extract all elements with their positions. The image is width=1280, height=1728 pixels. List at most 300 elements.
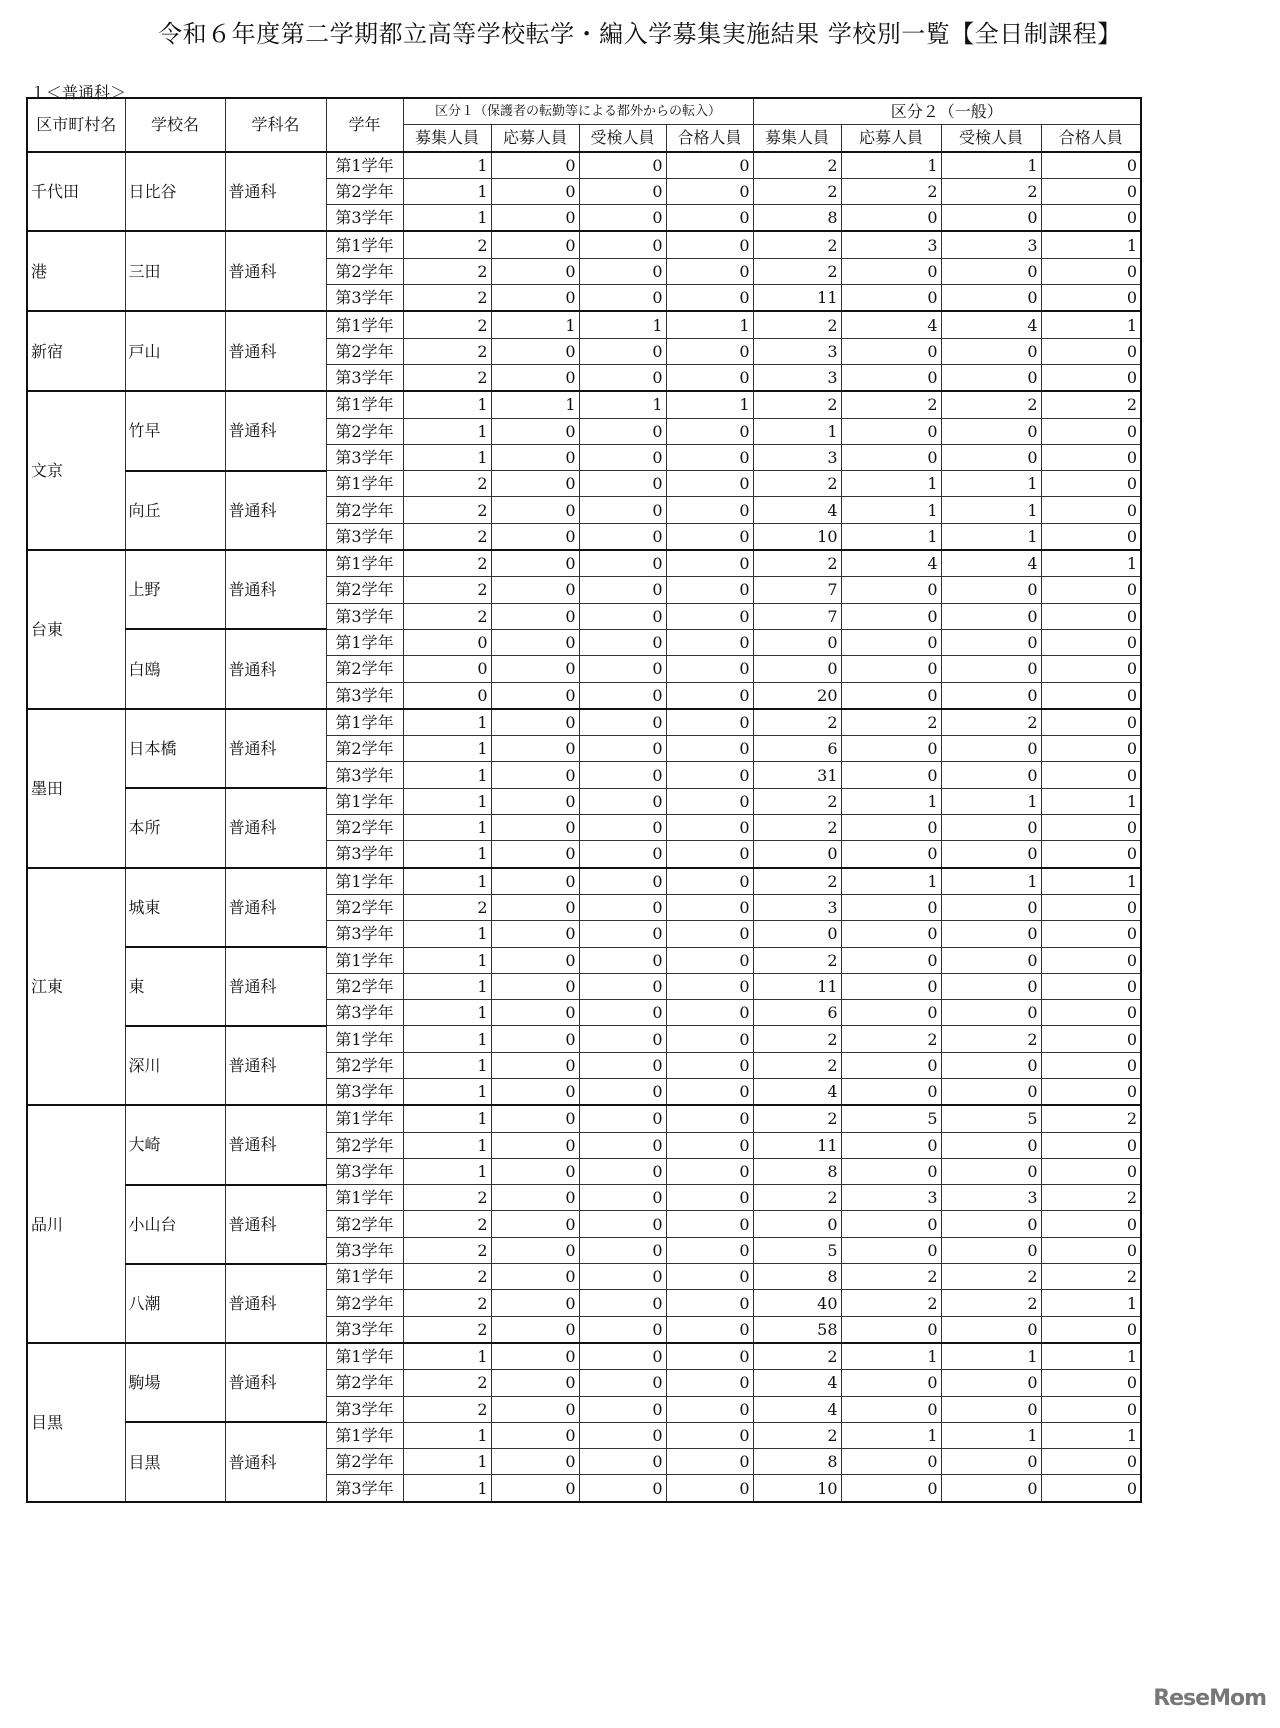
cell-c1-passed: 0 [666, 1026, 753, 1052]
table-row [27, 152, 1141, 179]
cell-c2-examined: 0 [941, 205, 1041, 232]
cell-c2-examined: 0 [941, 1370, 1041, 1396]
cell-c2-passed: 0 [1041, 1026, 1141, 1052]
cell-c2-passed: 1 [1041, 311, 1141, 338]
cell-c2-recruit: 4 [753, 1370, 841, 1396]
year-label: 第2学年 [326, 1132, 403, 1158]
cell-c1-applied: 0 [491, 629, 579, 655]
cell-c2-applied: 0 [841, 629, 941, 655]
ward-name: 新宿 [27, 311, 125, 391]
cell-c2-examined: 0 [941, 1158, 1041, 1184]
cell-c2-applied: 0 [841, 285, 941, 312]
cell-c2-applied: 0 [841, 1211, 941, 1237]
cell-c1-recruit: 2 [403, 550, 491, 577]
cell-c1-passed: 0 [666, 947, 753, 973]
cell-c1-applied: 0 [491, 1237, 579, 1263]
cell-c2-examined: 1 [941, 471, 1041, 497]
department-name: 普通科 [225, 471, 326, 550]
cell-c1-applied: 0 [491, 1422, 579, 1448]
cell-c1-recruit: 1 [403, 788, 491, 814]
cell-c2-passed: 0 [1041, 736, 1141, 762]
cell-c2-recruit: 3 [753, 894, 841, 920]
cell-c1-passed: 0 [666, 1396, 753, 1422]
cell-c2-examined: 2 [941, 1264, 1041, 1290]
ward-name: 港 [27, 231, 125, 311]
cell-c2-applied: 0 [841, 894, 941, 920]
cell-c2-recruit: 2 [753, 152, 841, 179]
cell-c2-examined: 0 [941, 258, 1041, 284]
cell-c2-applied: 0 [841, 418, 941, 444]
header-c2-examined: 受検人員 [941, 125, 1041, 152]
cell-c1-applied: 0 [491, 1211, 579, 1237]
cell-c1-recruit: 0 [403, 656, 491, 682]
cell-c1-applied: 0 [491, 1158, 579, 1184]
cell-c1-applied: 0 [491, 577, 579, 603]
cell-c1-applied: 0 [491, 947, 579, 973]
cell-c1-examined: 0 [579, 338, 666, 364]
cell-c2-applied: 0 [841, 921, 941, 947]
cell-c1-applied: 0 [491, 709, 579, 736]
cell-c2-examined: 0 [941, 815, 1041, 841]
cell-c2-passed: 0 [1041, 338, 1141, 364]
cell-c2-applied: 2 [841, 178, 941, 204]
school-name: 向丘 [125, 471, 225, 550]
year-label: 第2学年 [326, 1290, 403, 1316]
cell-c1-applied: 0 [491, 1316, 579, 1343]
cell-c2-recruit: 0 [753, 921, 841, 947]
cell-c2-recruit: 2 [753, 1343, 841, 1370]
cell-c1-examined: 0 [579, 1370, 666, 1396]
department-name: 普通科 [225, 947, 326, 1026]
cell-c1-recruit: 2 [403, 1237, 491, 1263]
cell-c2-passed: 0 [1041, 471, 1141, 497]
cell-c2-passed: 0 [1041, 444, 1141, 470]
cell-c2-applied: 3 [841, 1185, 941, 1211]
cell-c1-passed: 0 [666, 973, 753, 999]
cell-c1-examined: 0 [579, 682, 666, 709]
cell-c1-passed: 1 [666, 311, 753, 338]
cell-c2-recruit: 2 [753, 471, 841, 497]
cell-c2-examined: 0 [941, 973, 1041, 999]
cell-c2-passed: 1 [1041, 550, 1141, 577]
cell-c2-examined: 0 [941, 894, 1041, 920]
header-c2-passed: 合格人員 [1041, 125, 1141, 152]
ward-name: 文京 [27, 391, 125, 550]
year-label: 第3学年 [326, 1158, 403, 1184]
cell-c1-passed: 0 [666, 1475, 753, 1502]
cell-c2-examined: 4 [941, 311, 1041, 338]
cell-c2-passed: 1 [1041, 788, 1141, 814]
table-row [27, 391, 1141, 418]
cell-c2-recruit: 3 [753, 338, 841, 364]
year-label: 第2学年 [326, 418, 403, 444]
cell-c2-passed: 0 [1041, 1396, 1141, 1422]
cell-c1-examined: 0 [579, 656, 666, 682]
cell-c2-recruit: 4 [753, 497, 841, 523]
year-label: 第3学年 [326, 444, 403, 470]
cell-c2-recruit: 7 [753, 603, 841, 629]
cell-c1-passed: 0 [666, 736, 753, 762]
cell-c1-applied: 0 [491, 1449, 579, 1475]
cell-c1-passed: 1 [666, 391, 753, 418]
cell-c1-passed: 0 [666, 1343, 753, 1370]
school-name: 小山台 [125, 1185, 225, 1264]
cell-c1-applied: 0 [491, 1370, 579, 1396]
cell-c2-passed: 0 [1041, 682, 1141, 709]
cell-c2-examined: 1 [941, 497, 1041, 523]
school-name: 三田 [125, 231, 225, 311]
department-name: 普通科 [225, 1264, 326, 1343]
cell-c1-applied: 0 [491, 1132, 579, 1158]
cell-c1-passed: 0 [666, 629, 753, 655]
cell-c2-recruit: 10 [753, 1475, 841, 1502]
cell-c2-applied: 0 [841, 1000, 941, 1026]
cell-c2-recruit: 2 [753, 258, 841, 284]
cell-c1-applied: 0 [491, 231, 579, 258]
cell-c2-recruit: 0 [753, 1211, 841, 1237]
cell-c2-examined: 0 [941, 285, 1041, 312]
cell-c2-applied: 4 [841, 550, 941, 577]
cell-c2-passed: 2 [1041, 1185, 1141, 1211]
cell-c1-recruit: 1 [403, 1449, 491, 1475]
cell-c2-applied: 0 [841, 1132, 941, 1158]
cell-c1-recruit: 0 [403, 629, 491, 655]
year-label: 第2学年 [326, 894, 403, 920]
header-department: 学科名 [225, 98, 326, 152]
cell-c1-examined: 0 [579, 152, 666, 179]
cell-c1-applied: 0 [491, 1052, 579, 1078]
cell-c1-passed: 0 [666, 1052, 753, 1078]
department-name: 普通科 [225, 1185, 326, 1264]
cell-c1-examined: 0 [579, 1211, 666, 1237]
table-row [27, 471, 1141, 497]
cell-c1-examined: 0 [579, 1475, 666, 1502]
cell-c1-examined: 0 [579, 550, 666, 577]
cell-c2-applied: 1 [841, 471, 941, 497]
cell-c2-examined: 0 [941, 1237, 1041, 1263]
cell-c1-passed: 0 [666, 1000, 753, 1026]
cell-c1-passed: 0 [666, 815, 753, 841]
cell-c1-applied: 0 [491, 656, 579, 682]
cell-c2-passed: 0 [1041, 603, 1141, 629]
header-c2-recruit: 募集人員 [753, 125, 841, 152]
cell-c1-recruit: 1 [403, 815, 491, 841]
cell-c2-passed: 0 [1041, 1475, 1141, 1502]
cell-c1-examined: 0 [579, 1396, 666, 1422]
cell-c1-examined: 1 [579, 391, 666, 418]
cell-c2-examined: 0 [941, 682, 1041, 709]
cell-c2-applied: 2 [841, 1264, 941, 1290]
year-label: 第2学年 [326, 1449, 403, 1475]
cell-c2-recruit: 2 [753, 311, 841, 338]
year-label: 第2学年 [326, 497, 403, 523]
cell-c2-passed: 0 [1041, 1237, 1141, 1263]
cell-c1-passed: 0 [666, 656, 753, 682]
cell-c2-examined: 0 [941, 1000, 1041, 1026]
school-name: 深川 [125, 1026, 225, 1105]
cell-c1-examined: 0 [579, 1237, 666, 1263]
cell-c1-recruit: 2 [403, 1211, 491, 1237]
cell-c2-applied: 0 [841, 973, 941, 999]
cell-c1-applied: 0 [491, 868, 579, 895]
cell-c1-examined: 0 [579, 1449, 666, 1475]
year-label: 第1学年 [326, 947, 403, 973]
cell-c1-passed: 0 [666, 1158, 753, 1184]
cell-c2-passed: 0 [1041, 497, 1141, 523]
cell-c1-recruit: 1 [403, 1026, 491, 1052]
cell-c1-examined: 0 [579, 1105, 666, 1132]
cell-c2-examined: 2 [941, 709, 1041, 736]
year-label: 第2学年 [326, 338, 403, 364]
cell-c1-applied: 0 [491, 497, 579, 523]
cell-c2-examined: 3 [941, 231, 1041, 258]
ward-name: 目黒 [27, 1343, 125, 1502]
cell-c1-recruit: 1 [403, 1078, 491, 1105]
cell-c2-passed: 0 [1041, 894, 1141, 920]
cell-c2-applied: 0 [841, 258, 941, 284]
cell-c2-recruit: 2 [753, 1026, 841, 1052]
school-name: 目黒 [125, 1422, 225, 1501]
year-label: 第3学年 [326, 1316, 403, 1343]
cell-c2-recruit: 8 [753, 1158, 841, 1184]
cell-c1-examined: 0 [579, 841, 666, 868]
cell-c2-applied: 1 [841, 1422, 941, 1448]
cell-c1-recruit: 2 [403, 1316, 491, 1343]
cell-c1-examined: 0 [579, 709, 666, 736]
table-row [27, 1343, 1141, 1370]
cell-c1-applied: 0 [491, 1475, 579, 1502]
cell-c1-examined: 0 [579, 1078, 666, 1105]
cell-c2-recruit: 6 [753, 1000, 841, 1026]
cell-c2-recruit: 1 [753, 418, 841, 444]
cell-c1-passed: 0 [666, 1370, 753, 1396]
cell-c2-recruit: 2 [753, 391, 841, 418]
cell-c1-recruit: 2 [403, 523, 491, 550]
cell-c2-applied: 0 [841, 338, 941, 364]
year-label: 第1学年 [326, 391, 403, 418]
cell-c1-passed: 0 [666, 205, 753, 232]
cell-c2-recruit: 4 [753, 1396, 841, 1422]
cell-c1-applied: 0 [491, 285, 579, 312]
department-name: 普通科 [225, 868, 326, 947]
year-label: 第2学年 [326, 258, 403, 284]
table-row [27, 1422, 1141, 1448]
cell-c2-passed: 0 [1041, 523, 1141, 550]
year-label: 第1学年 [326, 1343, 403, 1370]
cell-c1-passed: 0 [666, 1185, 753, 1211]
cell-c1-recruit: 2 [403, 603, 491, 629]
cell-c2-recruit: 0 [753, 841, 841, 868]
cell-c1-examined: 0 [579, 471, 666, 497]
cell-c1-applied: 0 [491, 973, 579, 999]
department-name: 普通科 [225, 1343, 326, 1422]
school-name: 日本橋 [125, 709, 225, 788]
cell-c1-recruit: 2 [403, 1264, 491, 1290]
table-row [27, 1026, 1141, 1052]
cell-c1-examined: 0 [579, 1000, 666, 1026]
cell-c2-applied: 0 [841, 1475, 941, 1502]
cell-c1-passed: 0 [666, 1237, 753, 1263]
cell-c2-applied: 1 [841, 523, 941, 550]
cell-c2-applied: 1 [841, 788, 941, 814]
department-name: 普通科 [225, 629, 326, 708]
year-label: 第1学年 [326, 868, 403, 895]
cell-c2-passed: 0 [1041, 1211, 1141, 1237]
cell-c2-examined: 2 [941, 1026, 1041, 1052]
cell-c1-recruit: 2 [403, 894, 491, 920]
year-label: 第3学年 [326, 1237, 403, 1263]
cell-c1-examined: 0 [579, 1026, 666, 1052]
table-row [27, 550, 1141, 577]
cell-c1-recruit: 2 [403, 364, 491, 391]
cell-c1-applied: 0 [491, 1185, 579, 1211]
school-name: 大崎 [125, 1105, 225, 1184]
header-c1-examined: 受検人員 [579, 125, 666, 152]
cell-c2-applied: 5 [841, 1105, 941, 1132]
cell-c1-recruit: 1 [403, 841, 491, 868]
year-label: 第1学年 [326, 471, 403, 497]
cell-c2-recruit: 31 [753, 762, 841, 788]
cell-c2-examined: 0 [941, 1396, 1041, 1422]
year-label: 第2学年 [326, 1370, 403, 1396]
cell-c2-examined: 0 [941, 1475, 1041, 1502]
table-row [27, 709, 1141, 736]
cell-c2-applied: 0 [841, 1316, 941, 1343]
cell-c2-recruit: 2 [753, 1105, 841, 1132]
cell-c2-passed: 0 [1041, 364, 1141, 391]
year-label: 第2学年 [326, 1052, 403, 1078]
cell-c2-passed: 0 [1041, 815, 1141, 841]
cell-c1-examined: 0 [579, 762, 666, 788]
cell-c2-passed: 2 [1041, 1105, 1141, 1132]
cell-c2-examined: 0 [941, 841, 1041, 868]
cell-c1-applied: 0 [491, 444, 579, 470]
cell-c2-applied: 0 [841, 364, 941, 391]
cell-c1-passed: 0 [666, 550, 753, 577]
cell-c1-applied: 0 [491, 788, 579, 814]
cell-c1-examined: 0 [579, 444, 666, 470]
year-label: 第3学年 [326, 285, 403, 312]
cell-c2-examined: 2 [941, 178, 1041, 204]
cell-c1-passed: 0 [666, 258, 753, 284]
year-label: 第1学年 [326, 1026, 403, 1052]
year-label: 第1学年 [326, 311, 403, 338]
cell-c1-examined: 0 [579, 364, 666, 391]
table-row [27, 629, 1141, 655]
cell-c2-applied: 0 [841, 205, 941, 232]
cell-c2-passed: 0 [1041, 947, 1141, 973]
cell-c1-recruit: 2 [403, 1370, 491, 1396]
cell-c2-passed: 1 [1041, 868, 1141, 895]
cell-c2-passed: 0 [1041, 1078, 1141, 1105]
ward-name: 墨田 [27, 709, 125, 868]
cell-c2-passed: 1 [1041, 1343, 1141, 1370]
cell-c1-passed: 0 [666, 418, 753, 444]
school-name: 城東 [125, 868, 225, 947]
cell-c2-applied: 2 [841, 1290, 941, 1316]
cell-c2-examined: 1 [941, 523, 1041, 550]
year-label: 第3学年 [326, 523, 403, 550]
cell-c1-applied: 0 [491, 762, 579, 788]
school-name: 八潮 [125, 1264, 225, 1343]
cell-c2-recruit: 2 [753, 550, 841, 577]
cell-c2-recruit: 58 [753, 1316, 841, 1343]
year-label: 第2学年 [326, 577, 403, 603]
cell-c2-examined: 0 [941, 444, 1041, 470]
year-label: 第3学年 [326, 1000, 403, 1026]
table-row [27, 788, 1141, 814]
table-row [27, 311, 1141, 338]
cell-c1-applied: 0 [491, 1078, 579, 1105]
header-c1-recruit: 募集人員 [403, 125, 491, 152]
cell-c1-recruit: 2 [403, 285, 491, 312]
year-label: 第3学年 [326, 841, 403, 868]
cell-c1-examined: 0 [579, 815, 666, 841]
cell-c2-examined: 0 [941, 1316, 1041, 1343]
cell-c1-examined: 1 [579, 311, 666, 338]
cell-c1-applied: 0 [491, 178, 579, 204]
cell-c2-passed: 0 [1041, 921, 1141, 947]
department-name: 普通科 [225, 152, 326, 232]
school-name: 日比谷 [125, 152, 225, 232]
cell-c1-examined: 0 [579, 285, 666, 312]
cell-c2-examined: 4 [941, 550, 1041, 577]
cell-c1-recruit: 1 [403, 868, 491, 895]
cell-c1-applied: 0 [491, 1290, 579, 1316]
cell-c1-applied: 0 [491, 815, 579, 841]
cell-c2-passed: 0 [1041, 418, 1141, 444]
cell-c1-recruit: 1 [403, 1475, 491, 1502]
cell-c1-recruit: 1 [403, 1158, 491, 1184]
department-name: 普通科 [225, 550, 326, 629]
year-label: 第1学年 [326, 1185, 403, 1211]
department-name: 普通科 [225, 231, 326, 311]
cell-c2-recruit: 2 [753, 788, 841, 814]
cell-c2-applied: 0 [841, 736, 941, 762]
cell-c2-applied: 0 [841, 656, 941, 682]
cell-c2-recruit: 2 [753, 815, 841, 841]
year-label: 第1学年 [326, 709, 403, 736]
cell-c2-examined: 0 [941, 1052, 1041, 1078]
cell-c1-examined: 0 [579, 947, 666, 973]
header-ward: 区市町村名 [27, 98, 125, 152]
cell-c2-applied: 1 [841, 152, 941, 179]
cell-c2-applied: 0 [841, 1158, 941, 1184]
cell-c2-passed: 2 [1041, 391, 1141, 418]
cell-c2-recruit: 0 [753, 629, 841, 655]
cell-c1-recruit: 1 [403, 762, 491, 788]
cell-c2-applied: 3 [841, 231, 941, 258]
cell-c2-passed: 2 [1041, 1264, 1141, 1290]
cell-c1-passed: 0 [666, 868, 753, 895]
cell-c1-recruit: 2 [403, 258, 491, 284]
year-label: 第1学年 [326, 629, 403, 655]
cell-c1-examined: 0 [579, 868, 666, 895]
cell-c2-applied: 0 [841, 841, 941, 868]
cell-c1-examined: 0 [579, 1185, 666, 1211]
cell-c2-recruit: 8 [753, 1264, 841, 1290]
cell-c2-recruit: 7 [753, 577, 841, 603]
cell-c2-applied: 0 [841, 1370, 941, 1396]
cell-c2-examined: 5 [941, 1105, 1041, 1132]
cell-c1-recruit: 0 [403, 682, 491, 709]
cell-c1-recruit: 2 [403, 1396, 491, 1422]
table-row [27, 1264, 1141, 1290]
cell-c2-examined: 0 [941, 1078, 1041, 1105]
cell-c1-examined: 0 [579, 1132, 666, 1158]
cell-c1-passed: 0 [666, 338, 753, 364]
cell-c1-passed: 0 [666, 682, 753, 709]
